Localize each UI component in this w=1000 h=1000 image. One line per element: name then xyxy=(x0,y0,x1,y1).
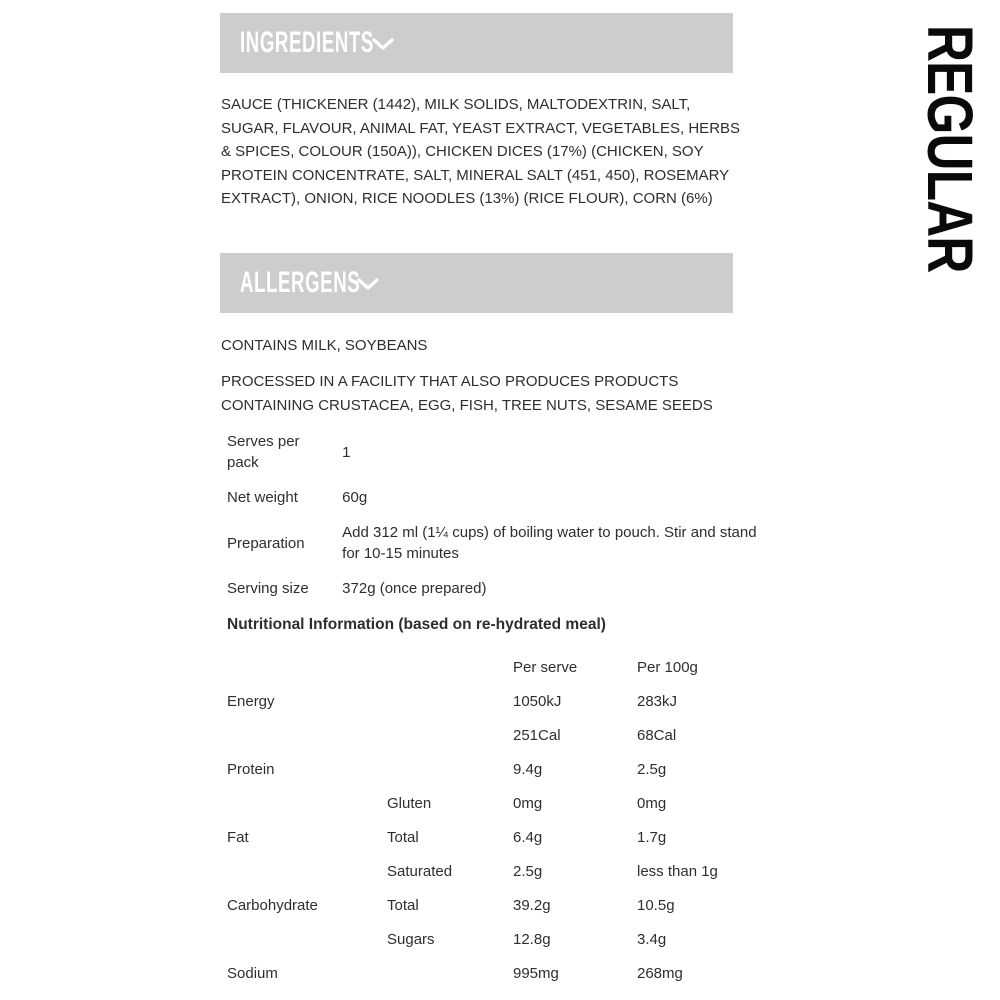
value-per-100g: 2.5g xyxy=(637,760,667,778)
column-header-per-serve: Per serve xyxy=(513,658,578,676)
value-per-serve: 12.8g xyxy=(513,930,551,948)
value-per-serve: 39.2g xyxy=(513,896,551,914)
details-row xyxy=(227,515,760,571)
product-details-table xyxy=(227,424,760,606)
nutrition-row xyxy=(227,922,767,956)
nutrition-row xyxy=(227,854,767,888)
details-label: Net weight xyxy=(227,489,298,506)
nutrient-name: Fat xyxy=(227,828,249,846)
allergens-accordion-header[interactable] xyxy=(220,253,733,313)
allergens-title: ALLERGENS xyxy=(240,266,361,299)
nutrient-name: Protein xyxy=(227,760,275,778)
chevron-down-icon xyxy=(357,277,379,295)
nutrition-header-row xyxy=(227,650,767,684)
nutrient-name: Energy xyxy=(227,692,275,710)
value-per-100g: 0mg xyxy=(637,794,667,812)
value-per-serve: 251Cal xyxy=(513,726,561,744)
value-per-serve: 9.4g xyxy=(513,760,543,778)
nutrient-name: Carbohydrate xyxy=(227,896,318,914)
nutrition-row xyxy=(227,752,767,786)
column-header-per-100g: Per 100g xyxy=(637,658,698,676)
details-label: Serves per pack xyxy=(227,433,300,471)
nutrition-row xyxy=(227,786,767,820)
value-per-100g: 283kJ xyxy=(637,692,678,710)
details-row xyxy=(227,424,760,480)
nutrition-row xyxy=(227,956,767,990)
nutrient-name: Sodium xyxy=(227,964,278,982)
ingredients-accordion-header[interactable] xyxy=(220,13,733,73)
nutrition-table xyxy=(227,650,767,990)
value-per-100g: 1.7g xyxy=(637,828,667,846)
nutrient-sub: Total xyxy=(387,828,419,846)
details-label: Preparation xyxy=(227,534,305,552)
allergens-contains-text: CONTAINS MILK, SOYBEANS xyxy=(221,337,428,354)
nutrient-sub: Saturated xyxy=(387,862,453,880)
details-value: 60g xyxy=(342,489,368,506)
nutrition-row xyxy=(227,718,767,752)
value-per-serve: 1050kJ xyxy=(513,692,562,710)
value-per-serve: 2.5g xyxy=(513,862,543,880)
details-row xyxy=(227,571,760,606)
nutrition-row xyxy=(227,820,767,854)
nutrition-row xyxy=(227,888,767,922)
details-value: 372g (once prepared) xyxy=(342,580,487,597)
details-row xyxy=(227,480,760,515)
value-per-100g: 268mg xyxy=(637,964,683,982)
value-per-serve: 995mg xyxy=(513,964,559,982)
value-per-100g: less than 1g xyxy=(637,862,718,880)
value-per-serve: 6.4g xyxy=(513,828,543,846)
ingredients-text: SAUCE (THICKENER (1442), MILK SOLIDS, MALTODEXTRIN, SALT, SUGAR, FLAVOUR, ANIMAL FAT, YEAST EXTRACT, VEGETABLES, HERBS & SPICES, COLOUR (150A)), CHICKEN DICES (17%) (CHICKEN, SOY PROTEIN CONCENTRATE, SALT, MINERAL SALT (451, 450), ROSEMARY EXTRACT), ONION, RICE NOODLES (13%) (RICE FLOUR), CORN (6%) xyxy=(221,96,741,207)
nutrient-sub: Total xyxy=(387,896,419,914)
value-per-serve: 0mg xyxy=(513,794,543,812)
allergens-facility-text: PROCESSED IN A FACILITY THAT ALSO PRODUCES PRODUCTS CONTAINING CRUSTACEA, EGG, FISH, TREE NUTS, SESAME SEEDS xyxy=(221,373,713,414)
size-tab-regular[interactable]: REGULAR xyxy=(914,25,986,273)
value-per-100g: 10.5g xyxy=(637,896,675,914)
value-per-100g: 68Cal xyxy=(637,726,677,744)
nutrient-sub: Gluten xyxy=(387,794,432,812)
value-per-100g: 3.4g xyxy=(637,930,667,948)
chevron-down-icon xyxy=(372,37,394,55)
details-value: Add 312 ml (1¼ cups) of boiling water to pouch. Stir and stand for 10-15 minutes xyxy=(342,524,757,562)
details-label: Serving size xyxy=(227,580,309,597)
nutrient-sub: Sugars xyxy=(387,930,435,948)
ingredients-title: INGREDIENTS xyxy=(240,26,374,59)
details-value: 1 xyxy=(342,443,351,461)
nutrition-title: Nutritional Information (based on re-hydrated meal) xyxy=(227,616,606,633)
nutrition-row xyxy=(227,684,767,718)
